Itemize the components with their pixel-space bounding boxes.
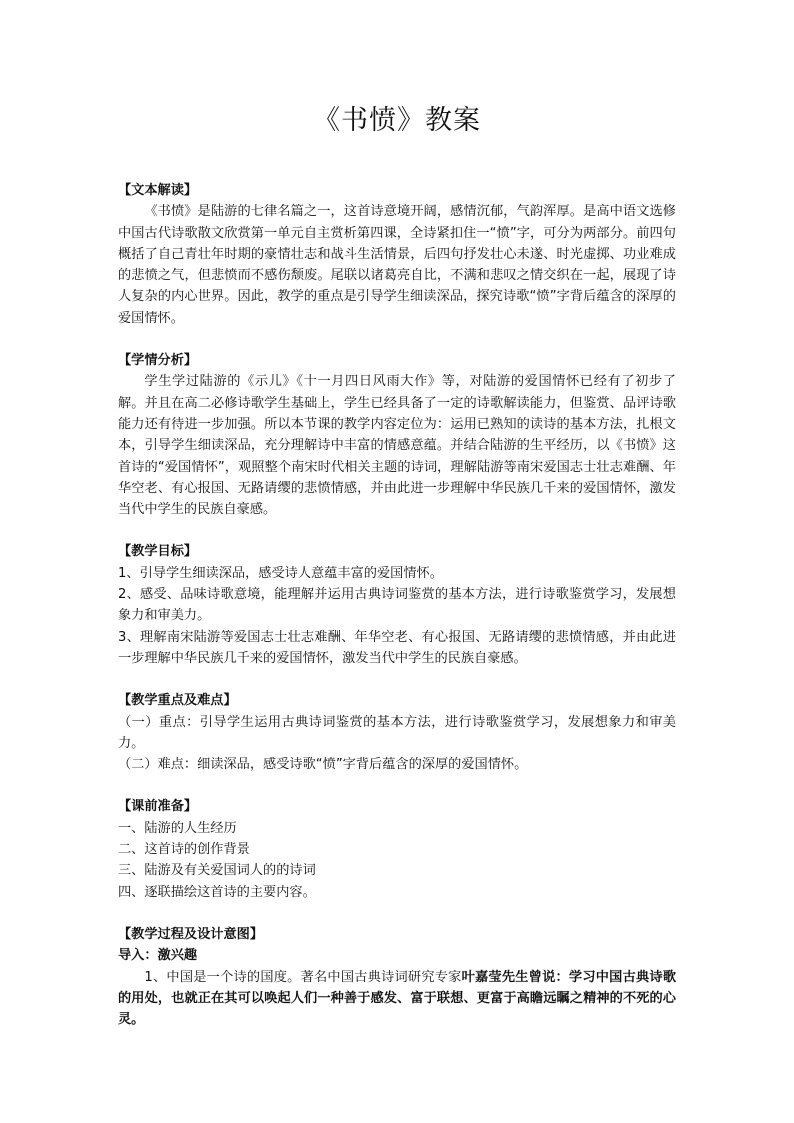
section-teaching-goals xyxy=(118,541,676,669)
section-heading: 【教学过程及设计意图】 xyxy=(118,926,264,942)
paragraph xyxy=(118,967,676,1031)
section-text-reading xyxy=(118,180,676,329)
list-item: 一、陆游的人生经历 xyxy=(118,820,237,836)
list-item: 四、逐联描绘这首诗的主要内容。 xyxy=(118,884,316,900)
subheading: 导入：激兴趣 xyxy=(118,948,198,964)
list-item: （一）重点：引导学生运用古典诗词鉴赏的基本方法，进行诗歌鉴赏学习，发展想象力和审美力。 xyxy=(118,714,676,751)
list-item: 2、感受、品味诗歌意境，能理解并运用古典诗词鉴赏的基本方法，进行诗歌鉴赏学习，发展想象力和审美力。 xyxy=(118,587,676,624)
section-key-points xyxy=(118,690,676,775)
section-teaching-process xyxy=(118,924,676,1030)
paragraph-quote: 叶嘉莹先生曾说：学习中国古典诗歌的用处，也就正在其可以唤起人们一种善于感发、富于联想、更富于高瞻远瞩之精神的不死的心灵。 xyxy=(118,969,677,1028)
list-item: 三、陆游及有关爱国词人的的诗词 xyxy=(118,863,316,879)
section-preparation xyxy=(118,796,676,902)
section-heading: 【教学重点及难点】 xyxy=(118,693,237,709)
document-body xyxy=(118,180,676,1030)
section-heading: 【课前准备】 xyxy=(118,799,198,815)
section-heading: 【学情分析】 xyxy=(118,353,198,369)
paragraph: 《书愤》是陆游的七律名篇之一，这首诗意境开阔，感情沉郁，气韵浑厚。是高中语文选修中国古代诗歌散文欣赏第一单元自主赏析第四课，全诗紧扣住一“愤”字，可分为两部分。前四句概括了自己青壮年时期的豪情壮志和战斗生活情景，后四句抒发壮心未遂、时光虚掷、功业难成的悲愤之气，但悲愤而不感伤颓废。尾联以诸葛亮自比，不满和悲叹之情交织在一起，展现了诗人复杂的内心世界。因此，教学的重点是引导学生细读深品，探究诗歌“愤”字背后蕴含的深厚的爱国情怀。 xyxy=(118,204,676,326)
paragraph: 学生学过陆游的《示儿》《十一月四日风雨大作》等，对陆游的爱国情怀已经有了初步了解。并且在高二必修诗歌学生基础上，学生已经具备了一定的诗歌解读能力，但鉴赏、品评诗歌能力还有待进一步加强。所以本节课的教学内容定位为：运用已熟知的读诗的基本方法，扎根文本，引导学生细读深品，充分理解诗中丰富的情感意蕴。并结合陆游的生平经历，以《书愤》这首诗的“爱国情怀”，观照整个南宋时代相关主题的诗词，理解陆游等南宋爱国志士壮志难酬、年华空老、有心报国、无路请缨的悲愤情感，并由此进一步理解中华民族几千来的爱国情怀，激发当代中学生的民族自豪感。 xyxy=(118,374,676,518)
list-item: 1、引导学生细读深品，感受诗人意蕴丰富的爱国情怀。 xyxy=(118,565,443,581)
section-heading: 【教学目标】 xyxy=(118,544,198,560)
page-title: 《书愤》教案 xyxy=(313,105,481,136)
section-heading: 【文本解读】 xyxy=(118,183,198,198)
list-item: 二、这首诗的创作背景 xyxy=(118,842,250,858)
paragraph-lead: 1、中国是一个诗的国度。著名中国古典诗词研究专家 xyxy=(144,969,462,985)
section-student-analysis xyxy=(118,350,676,520)
list-item: （二）难点：细读深品，感受诗歌“愤”字背后蕴含的深厚的爱国情怀。 xyxy=(118,757,528,773)
list-item: 3、理解南宋陆游等爱国志士壮志难酬、年华空老、有心报国、无路请缨的悲愤情感，并由此进一步理解中华民族几千来的爱国情怀，激发当代中学生的民族自豪感。 xyxy=(118,629,676,666)
